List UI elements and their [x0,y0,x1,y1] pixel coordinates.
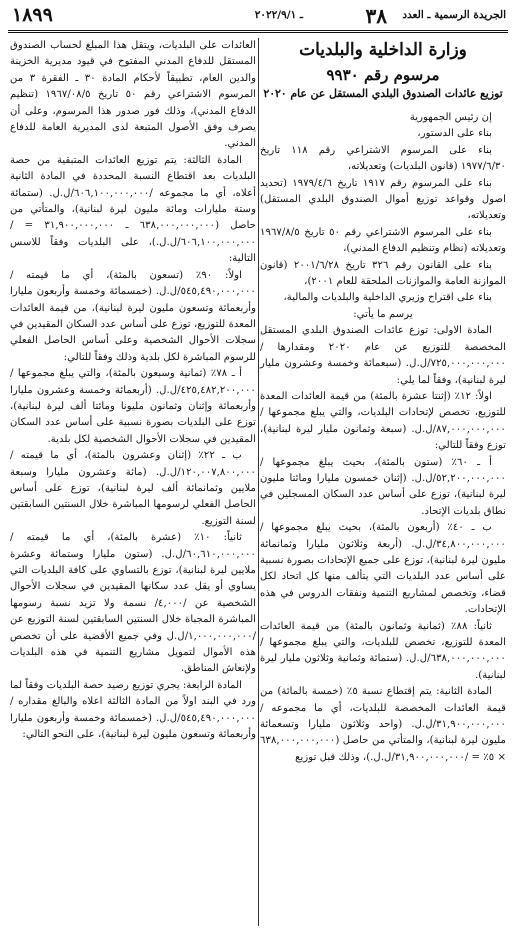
gazette-title: الجريدة الرسمية ـ العدد [402,9,506,21]
left-column [10,38,256,743]
column-divider [258,38,259,926]
article-paragraph: اولاً: ١٢٪ (إثنتا عشرة بالمئة) من قيمة العائدات المعدة للتوزيع، تخصص لإتحادات البلديات، والتي يبلغ مجموعها /٨٧,٠٠٠,٠٠٠,٠٠٠/ل.ل. (سبعة وثمانون مليار ليرة لبنانية)، توزع وفقاً للتالي: [260,390,506,452]
article-paragraph: اولاً: ٩٠٪ (تسعون بالمئة)، أي ما قيمته /٥٤٥,٤٩٠,٠٠٠,٠٠٠/ل.ل. (خمسمائة وخمسة وأربعون مليارا وأربعمائة وتسعون مليون ليرة لبنانية)، من قيمة العائدات المعدة للتوزيع، توزع على أساس عدد السكان المقيدين في سجلات الأحوال الشخصية وعلى أساس الحاصل الفعلي للرسوم المباشرة لكل بلدية وذلك وفقاً للتالي: [10,269,256,363]
preamble-item: بناء على المرسوم الاشتراعي رقم ٥٠ تاريخ ١٩٦٧/٨/٥ وتعديلاته (نظام وتنظيم الدفاع المدني)، [260,226,506,255]
decree-subject: توزيع عائدات الصندوق البلدي المستقل عن عام ٢٠٢٠ [263,87,503,100]
preamble-item: بناء على المرسوم رقم ١٩١٧ تاريخ ١٩٧٩/٤/٦ (تحديد اصول وقواعد توزيع أموال الصندوق البلدي المستقل) وتعديلاته، [260,177,506,222]
header-divider [8,30,508,33]
article-paragraph: ب ـ ٤٠٪ (أربعون بالمئة)، بحيث يبلغ مجموعها /٣٤,٨٠٠,٠٠٠,٠٠٠/ل.ل. (أربعة وثلاثون مليارا وثمانمائة مليون ليرة لبنانية)، توزع على جميع الإتحادات بصورة نسبية على أساس عدد البلديات التي يتألف منها كل اتحاد لكل قضاء، وتخصص لمشاريع التنمية ونفقات الدروس في هذه الإتحادات. [260,522,506,616]
article-paragraph: ثانياً: ١٠٪ (عشرة بالمئة)، أي ما قيمته /٦٠,٦١٠,٠٠٠,٠٠٠/ل.ل. (ستون مليارا وستمائة وعشرة ملايين ليرة لبنانية)، توزع بالتساوي على كافة البلديات التي يساوي أو يقل عدد سكانها المقيدين في سجلات الأحوال الشخصية عن /٤,٠٠٠/ نسمة ولا تزيد نسبة رسومها المباشرة المجباة خلال السنتين السابقتين لسنة التوزيع عن /١,٠٠٠,٠٠٠,٠٠٠/ل.ل وفي جميع الأقضية على أن تخصص هذه الأموال لتمويل مشاريع التنمية في هذه البلديات ولإنعاش المناطق. [10,532,256,675]
issue-date: ـ ٢٠٢٢/٩/١ [254,9,303,21]
page-header [8,4,508,30]
article-paragraph: العائدات على البلديات، ويتقل هذا المبلغ لحساب الصندوق المستقل للدفاع المدني المفتوح في قيود مديرية الخزينة والدين العام، تطبيقاً لأحكام المادة ٣٠ ـ الفقرة ٣ من المرسوم الاشتراعي رقم ٥٠ تاريخ ١٩٦٧/٠٨/٥ (تنظيم الدفاع المدني)، وذلك فور صدور هذا المرسوم، وعلى أن يصرف وفق الأصول المتبعة لدى المديرية العامة للدفاع المدني. [10,40,257,150]
decree-formula: يرسم ما يأتي: [353,308,413,320]
preamble-president: إن رئيس الجمهورية [409,112,492,123]
decree-heading: مرسوم رقم ٩٩٣٠ [326,66,440,84]
article-paragraph: أ ـ ٧٨٪ (ثمانية وسبعون بالمئة)، والتي يبلغ مجموعها /٤٢٥,٤٨٢,٢٠٠,٠٠٠/ل.ل. (أربعمائة وخمسة وعشرون مليارا وأربعمائة وإثنان وثمانون مليونا ومائتا ألف ليرة لبنانية)، توزع على البلديات بصورة نسبية على أساس عدد السكان المقيدين في سجلات الأحوال الشخصية لكل بلدية. [10,368,256,445]
article-paragraph: المادة الرابعة: يجري توزيع رصيد حصة البلديات وفقاً لما ورد في البند اولاً من المادة الثالثة اعلاه والبالغ مقداره /٥٤٥,٤٩٠,٠٠٠,٠٠٠/ل.ل. (خمسمائة وخمسة وأربعون مليارا وأربعمائة وتسعون مليون ليرة لبنانية)، على النحو التالي: [9,679,256,741]
article-paragraph: ثانياً: ٨٨٪ (ثمانية وثمانون بالمئة) من قيمة العائدات المعدة للتوزيع، تخصص للبلديات، والتي يبلغ مجموعها /٦٣٨,٠٠٠,٠٠٠,٠٠٠/ل.ل. (ستمائة وثمانية وثلاثون مليار ليرة لبنانية). [260,620,506,681]
preamble-item: بناء على القانون رقم ٣٢٦ تاريخ ٢٠٠١/٦/٢٨ (قانون الموازنة العامة والموازنات الملحقة للعام ٢٠٠١)، [260,259,506,288]
article-paragraph: المادة الثالثة: يتم توزيع العائدات المتبقية من حصة البلديات بعد اقتطاع النسبة المحددة في المادة الثانية أعلاه، أي ما مجموعه /٦٠٦,١٠٠,٠٠٠,٠٠٠/ل.ل. (ستمائة وستة مليارات ومائة مليون ليرة لبنانية)، والمتأتي من حاصل (٦٣٨,٠٠٠,٠٠٠,٠٠٠ ـ ٣١,٩٠٠,٠٠٠,٠٠٠ = /٦٠٦,١٠٠,٠٠٠,٠٠٠/ل.ل.)، على البلديات وفقاً للاسس التالية: [10,154,257,265]
article-paragraph: المادة الاولى: توزع عائدات الصندوق البلدي المستقل المخصصة للتوزيع عن عام ٢٠٢٠ ومقدارها /٧٢٥,٠٠٠,٠٠٠,٠٠٠/ل.ل. (سبعمائة وخمسة وعشرون مليار ليرة لبنانية)، وفقاً لما يلي: [260,325,506,386]
ministry-heading: وزارة الداخلية والبلديات [299,40,467,60]
issue-number [363,4,390,28]
page-number: ١٨٩٩ [12,4,53,26]
preamble-item: بناء على اقتراح وزيري الداخلية والبلديات والمالية، [283,292,492,304]
preamble-item: بناء على المرسوم الاشتراعي رقم ١١٨ تاريخ ١٩٧٧/٦/٣٠ (قانون البلديات) وتعديلاته، [260,144,506,173]
issue-number-value: ٣٨ [365,4,387,28]
right-column [260,38,506,766]
preamble-constitution: بناء على الدستور، [417,128,492,140]
article-paragraph: المادة الثانية: يتم إقتطاع نسبة ٥٪ (خمسة بالمائة) من قيمة العائدات المخصصة للبلديات، أي ما مجموعه /٣١,٩٠٠,٠٠٠,٠٠٠/ل.ل. (واحد وثلاثون مليارا وتسعمائة مليون ليرة لبنانية)، والمتأتي من حاصل (٦٣٨,٠٠٠,٠٠٠,٠٠٠ × ٥٪ = /٣١,٩٠٠,٠٠٠,٠٠٠/ل.ل.)، وذلك قبل توزيع [260,686,506,763]
article-paragraph: ب ـ ٢٢٪ (إثنان وعشرون بالمئة)، أي ما قيمته /١٢٠,٠٠٧,٨٠٠,٠٠٠/ل.ل. (مائة وعشرون مليارا وسبعة ملايين وثمانمائة ألف ليرة لبنانية)، توزع على أساس الحاصل الفعلي لرسومها المباشرة خلال السنتين السابقتين لسنة التوزيع. [10,450,256,527]
article-paragraph: أ ـ ٦٠٪ (ستون بالمئة)، بحيث يبلغ مجموعها /٥٢,٢٠٠,٠٠٠,٠٠٠/ل.ل. (إثنان خمسون مليارا ومائتا مليون ليرة لبنانية)، توزع على أساس عدد السكان المسجلين في نطاق بلديات الإتحاد. [260,456,506,517]
